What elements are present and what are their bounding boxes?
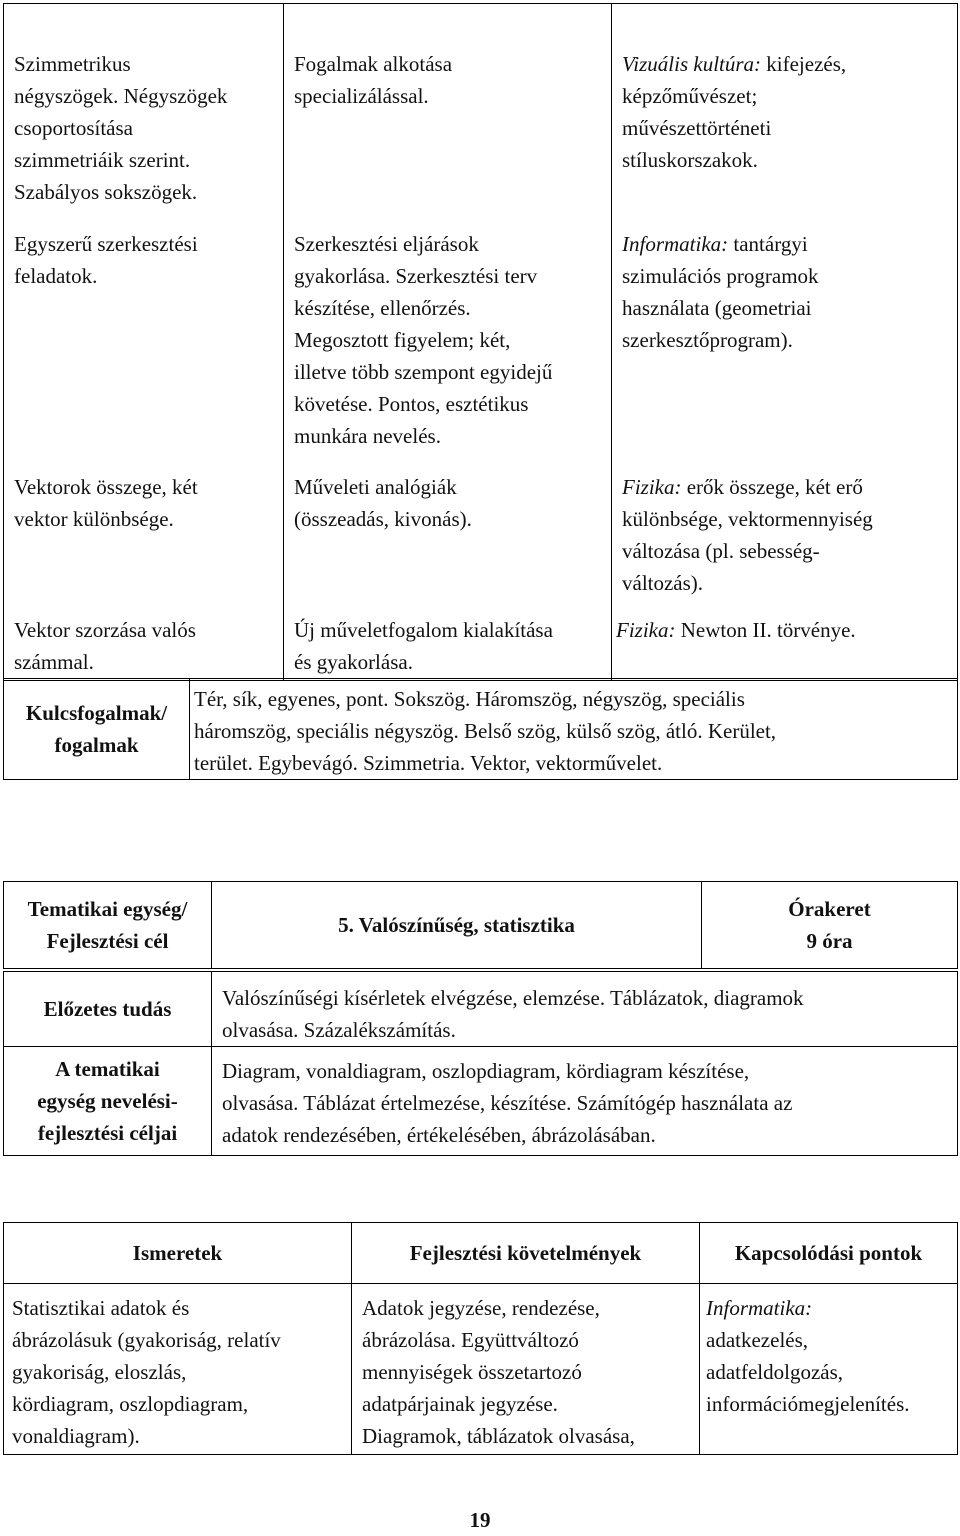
- connection-line: adatkezelés,: [706, 1328, 809, 1352]
- goal-line: Szerkesztési eljárások: [294, 232, 479, 256]
- link-line: különbsége, vektormennyiség: [622, 507, 873, 531]
- requirement-line: mennyiségek összetartozó: [362, 1360, 582, 1384]
- topic-line: számmal.: [14, 650, 94, 674]
- topic-line: csoportosítása: [14, 116, 133, 140]
- topic-line: vektor különbsége.: [14, 507, 174, 531]
- subject-name: Vizuális kultúra:: [622, 52, 762, 76]
- connection-line: információmegjelenítés.: [706, 1392, 910, 1416]
- table-row: [4, 1047, 958, 1156]
- connection-line: adatfeldolgozás,: [706, 1360, 844, 1384]
- link-line: művészettörténeti: [622, 116, 772, 140]
- link-line: szerkesztőprogram).: [622, 328, 793, 352]
- topic-line: Szimmetrikus: [14, 52, 131, 76]
- subject-name: Informatika:: [622, 232, 729, 256]
- table-row: [4, 228, 958, 471]
- link-line: változás).: [622, 571, 704, 595]
- link-line: Newton II. törvénye.: [675, 618, 856, 642]
- table-row: [4, 4, 958, 229]
- link-line: kifejezés,: [761, 52, 847, 76]
- goal-line: illetve több szempont egyidejű: [294, 360, 553, 384]
- table-row: [4, 471, 958, 614]
- goal-line: Megosztott figyelem; két,: [294, 328, 511, 352]
- hours-value: 9 óra: [806, 929, 853, 953]
- goals-label: egység nevelési-: [37, 1089, 178, 1113]
- key-concepts-label: fogalmak: [54, 733, 139, 757]
- goals-label: A tematikai: [55, 1057, 160, 1081]
- topic-line: Vektor szorzása valós: [14, 618, 196, 642]
- goal-line: specializálással.: [294, 84, 429, 108]
- prior-knowledge-line: Valószínűségi kísérletek elvégzése, elemzése. Táblázatok, diagramok: [222, 986, 804, 1010]
- key-concepts-line: Tér, sík, egyenes, pont. Sokszög. Háromszög, négyszög, speciális: [194, 687, 745, 711]
- link-line: változása (pl. sebesség-: [622, 539, 820, 563]
- topic-line: feladatok.: [14, 264, 98, 288]
- hours-label: Órakeret: [788, 897, 871, 921]
- goal-line: munkára nevelés.: [294, 424, 441, 448]
- link-line: tantárgyi: [728, 232, 808, 256]
- goal-line: és gyakorlása.: [294, 650, 413, 674]
- goals-line: adatok rendezésében, értékelésében, ábrázolásában.: [222, 1123, 656, 1147]
- goal-line: gyakorlása. Szerkesztési terv: [294, 264, 538, 288]
- table-row: [4, 882, 958, 969]
- subject-name: Fizika:: [622, 475, 682, 499]
- curriculum-table-continued: [3, 3, 958, 681]
- table-row: [4, 972, 958, 1047]
- link-line: használata (geometriai: [622, 296, 812, 320]
- topic-line: Szabályos sokszögek.: [14, 180, 198, 204]
- requirement-line: adatpárjainak jegyzése.: [362, 1392, 558, 1416]
- goal-line: követése. Pontos, esztétikus: [294, 392, 529, 416]
- key-concepts-table: [3, 678, 958, 780]
- knowledge-line: ábrázolásuk (gyakoriság, relatív: [12, 1328, 281, 1352]
- unit-header-table: [3, 881, 958, 969]
- topic-line: szimmetriáik szerint.: [14, 148, 191, 172]
- unit-label: Fejlesztési cél: [46, 929, 169, 953]
- goal-line: Műveleti analógiák: [294, 475, 457, 499]
- subject-name: Informatika:: [706, 1296, 813, 1320]
- goals-line: olvasása. Táblázat értelmezése, készítése. Számítógép használata az: [222, 1091, 793, 1115]
- unit-title: 5. Valószínűség, statisztika: [338, 913, 575, 937]
- topic-line: Vektorok összege, két: [14, 475, 198, 499]
- prior-knowledge-label: Előzetes tudás: [43, 997, 172, 1021]
- requirement-line: Adatok jegyzése, rendezése,: [362, 1296, 600, 1320]
- table-row: [4, 679, 958, 780]
- goal-line: Új műveletfogalom kialakítása: [294, 618, 553, 642]
- table-row: [4, 1284, 958, 1455]
- topic-line: Egyszerű szerkesztési: [14, 232, 198, 256]
- key-concepts-line: terület. Egybevágó. Szimmetria. Vektor, vektorművelet.: [194, 751, 663, 775]
- header-requirements: Fejlesztési követelmények: [409, 1241, 642, 1265]
- goal-line: (összeadás, kivonás).: [294, 507, 472, 531]
- goal-line: Fogalmak alkotása: [294, 52, 453, 76]
- header-knowledge: Ismeretek: [132, 1241, 223, 1265]
- prior-knowledge-line: olvasása. Százalékszámítás.: [222, 1018, 456, 1042]
- knowledge-line: gyakoriság, eloszlás,: [12, 1360, 187, 1384]
- key-concepts-label: Kulcsfogalmak/: [25, 701, 168, 725]
- key-concepts-line: háromszög, speciális négyszög. Belső szög, külső szög, átló. Kerület,: [194, 719, 777, 743]
- table-row: [4, 1223, 958, 1284]
- goals-label: fejlesztési céljai: [37, 1121, 178, 1145]
- unit-details-table: [3, 971, 958, 1156]
- link-line: stíluskorszakok.: [622, 148, 758, 172]
- link-line: erők összege, két erő: [681, 475, 863, 499]
- unit-label: Tematikai egység/: [27, 897, 188, 921]
- requirement-line: Diagramok, táblázatok olvasása,: [362, 1424, 635, 1448]
- topic-line: négyszögek. Négyszögek: [14, 84, 228, 108]
- goal-line: készítése, ellenőrzés.: [294, 296, 471, 320]
- knowledge-line: kördiagram, oszlopdiagram,: [12, 1392, 249, 1416]
- page-number: 19: [469, 1508, 491, 1532]
- subject-name: Fizika:: [616, 618, 676, 642]
- knowledge-line: vonaldiagram).: [12, 1424, 140, 1448]
- header-connections: Kapcsolódási pontok: [734, 1241, 923, 1265]
- link-line: képzőművészet;: [622, 84, 758, 108]
- knowledge-line: Statisztikai adatok és: [12, 1296, 190, 1320]
- goals-line: Diagram, vonaldiagram, oszlopdiagram, kördiagram készítése,: [222, 1059, 750, 1083]
- knowledge-table: [3, 1222, 958, 1455]
- link-line: szimulációs programok: [622, 264, 819, 288]
- requirement-line: ábrázolása. Együttváltozó: [362, 1328, 579, 1352]
- table-row: [4, 614, 958, 681]
